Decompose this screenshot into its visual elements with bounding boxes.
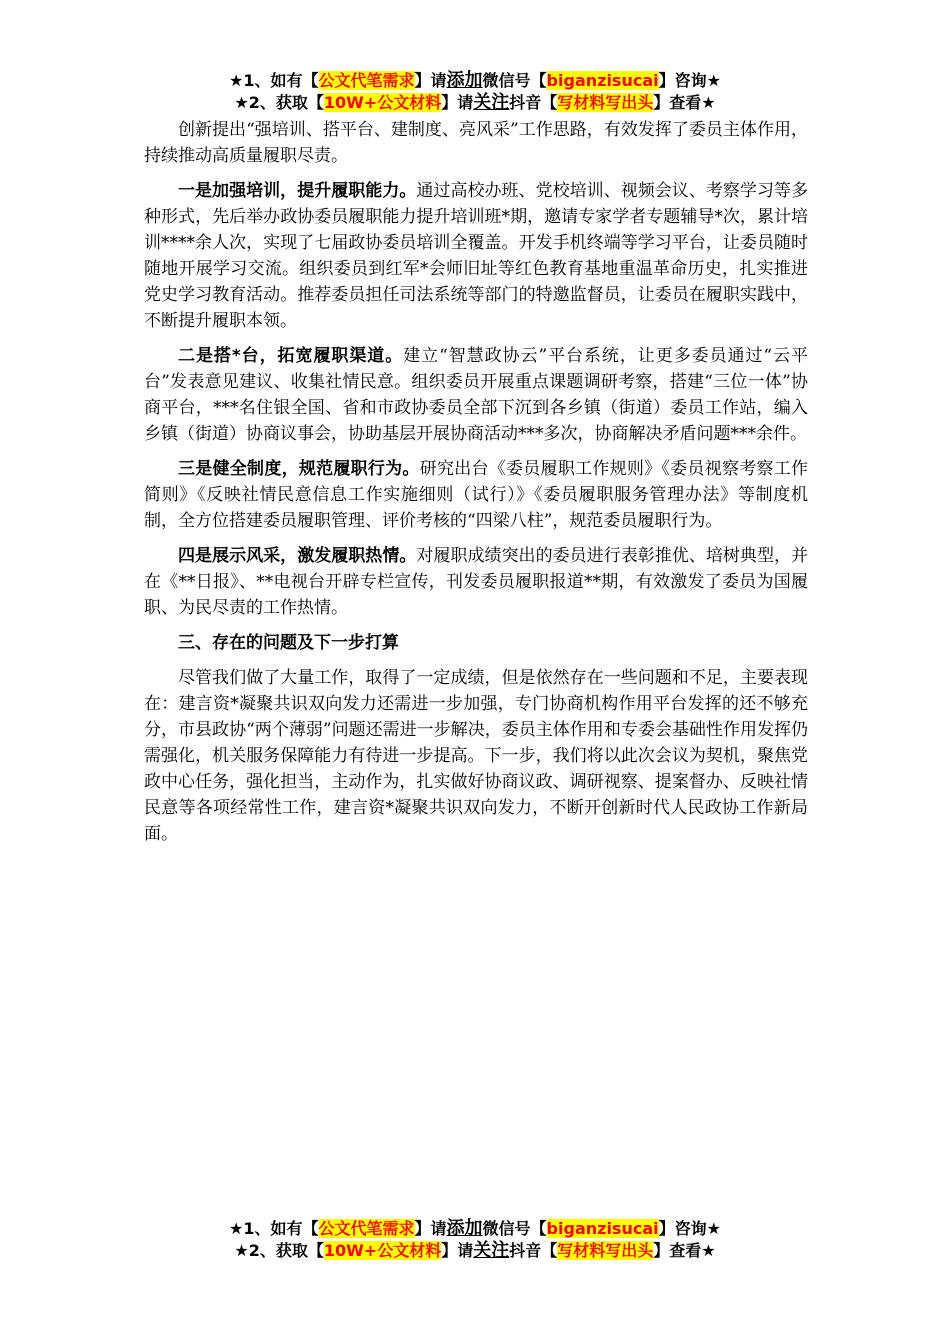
promo-text: 抖音【 <box>509 93 558 112</box>
promo-banner-bottom <box>0 1218 950 1262</box>
promo-emphasis: 关注 <box>473 92 510 113</box>
promo-line-1 <box>0 70 950 92</box>
promo-douyin-account: 写材料写出头 <box>557 93 654 112</box>
promo-highlight: 公文代笔需求 <box>318 71 415 90</box>
intro-paragraph <box>144 117 808 169</box>
paragraph-training <box>144 178 808 334</box>
paragraph-text: 通过高校办班、党校培训、视频会议、考察学习等多种形式，先后举办政协委员履职能力提升培训班*期，邀请专家学者专题辅导*次，累计培训****余人次，实现了七届政协委员培训全覆盖。开发手机终端等学习平台，让委员随时随地开展学习交流。组织委员到红军*会师旧址等红色教育基地重温革命历史，扎实推进党史学习教育活动。推荐委员担任司法系统等部门的特邀监督员，让委员在履职实践中，不断提升履职本领。 <box>144 181 809 331</box>
promo-text: 微信号【 <box>482 1219 547 1238</box>
promo-line-1 <box>0 1218 950 1240</box>
promo-emphasis: 添加 <box>446 1218 483 1239</box>
paragraph-platform <box>144 343 808 447</box>
promo-line-2 <box>0 1240 950 1262</box>
paragraph-text: 建立“智慧政协云”平台系统，让更多委员通过“云平台”发表意见建议、收集社情民意。组织委员开展重点课题调研考察，搭建“三位一体”协商平台，***名住银全国、省和市政协委员全部下沉到各乡镇（街道）委员工作站，编入乡镇（街道）协商议事会，协助基层开展协商活动***多次，协商解决矛盾问题***余件。 <box>144 346 809 444</box>
paragraph-text: 对履职成绩突出的委员进行表彰推优、培树典型，并在《**日报》、**电视台开辟专栏宣传，刊发委员履职报道**期，有效激发了委员为国履职、为民尽责的工作热情。 <box>144 546 809 618</box>
promo-highlight: 10W+公文材料 <box>323 1241 442 1260</box>
promo-text: 微信号【 <box>482 71 547 90</box>
paragraph-text: 创新提出“强培训、搭平台、建制度、亮风采”工作思路，有效发挥了委员主体作用，持续推动高质量履职尽责。 <box>144 120 808 166</box>
promo-text: 】请 <box>441 93 474 112</box>
promo-wechat-id: biganzisucai <box>546 71 659 90</box>
paragraph-lead: 四是展示风采，激发履职热情。 <box>178 546 417 566</box>
paragraph-lead: 一是加强培训，提升履职能力。 <box>178 181 417 201</box>
paragraph-lead: 三是健全制度，规范履职行为。 <box>178 459 420 479</box>
promo-text: 抖音【 <box>509 1241 558 1260</box>
promo-text: 】请 <box>414 71 447 90</box>
promo-text: ★2、获取【 <box>234 93 324 112</box>
promo-text: 】咨询★ <box>658 71 721 90</box>
section-heading: 三、存在的问题及下一步打算 <box>178 633 399 653</box>
promo-wechat-id: biganzisucai <box>546 1219 659 1238</box>
paragraph-system <box>144 456 808 534</box>
promo-text: 】咨询★ <box>658 1219 721 1238</box>
promo-text: 】查看★ <box>653 93 716 112</box>
paragraph-text: 研究出台《委员履职工作规则》《委员视察考察工作简则》《反映社情民意信息工作实施细则（试行）》《委员履职服务管理办法》等制度机制，全方位搭建委员履职管理、评价考核的“四梁八柱”，规范委员履职行为。 <box>144 459 809 531</box>
promo-text: 】请 <box>441 1241 474 1260</box>
promo-text: ★1、如有【 <box>229 71 319 90</box>
promo-douyin-account: 写材料写出头 <box>557 1241 654 1260</box>
paragraph-lead: 二是搭*台，拓宽履职渠道。 <box>178 346 404 366</box>
document-body <box>144 117 808 856</box>
promo-text: 】请 <box>414 1219 447 1238</box>
promo-banner-top <box>0 70 950 114</box>
promo-text: ★2、获取【 <box>234 1241 324 1260</box>
promo-text: 】查看★ <box>653 1241 716 1260</box>
promo-highlight: 公文代笔需求 <box>318 1219 415 1238</box>
promo-highlight: 10W+公文材料 <box>323 93 442 112</box>
closing-paragraph: 尽管我们做了大量工作，取得了一定成绩，但是依然存在一些问题和不足，主要表现在：建言资*凝聚共识双向发力还需进一步加强，专门协商机构作用平台发挥的还不够充分，市县政协“两个薄弱”问题还需进一步解决，委员主体作用和专委会基础性作用发挥仍需强化，机关服务保障能力有待进一步提高。下一步，我们将以此次会议为契机，聚焦党政中心任务，强化担当，主动作为，扎实做好协商议政、调研视察、提案督办、反映社情民意等各项经常性工作，建言资*凝聚共识双向发力，不断开创新时代人民政协工作新局面。 <box>144 668 808 844</box>
promo-emphasis: 关注 <box>473 1240 510 1261</box>
promo-line-2 <box>0 92 950 114</box>
promo-text: ★1、如有【 <box>229 1219 319 1238</box>
promo-emphasis: 添加 <box>446 70 483 91</box>
paragraph-showcase <box>144 543 808 621</box>
